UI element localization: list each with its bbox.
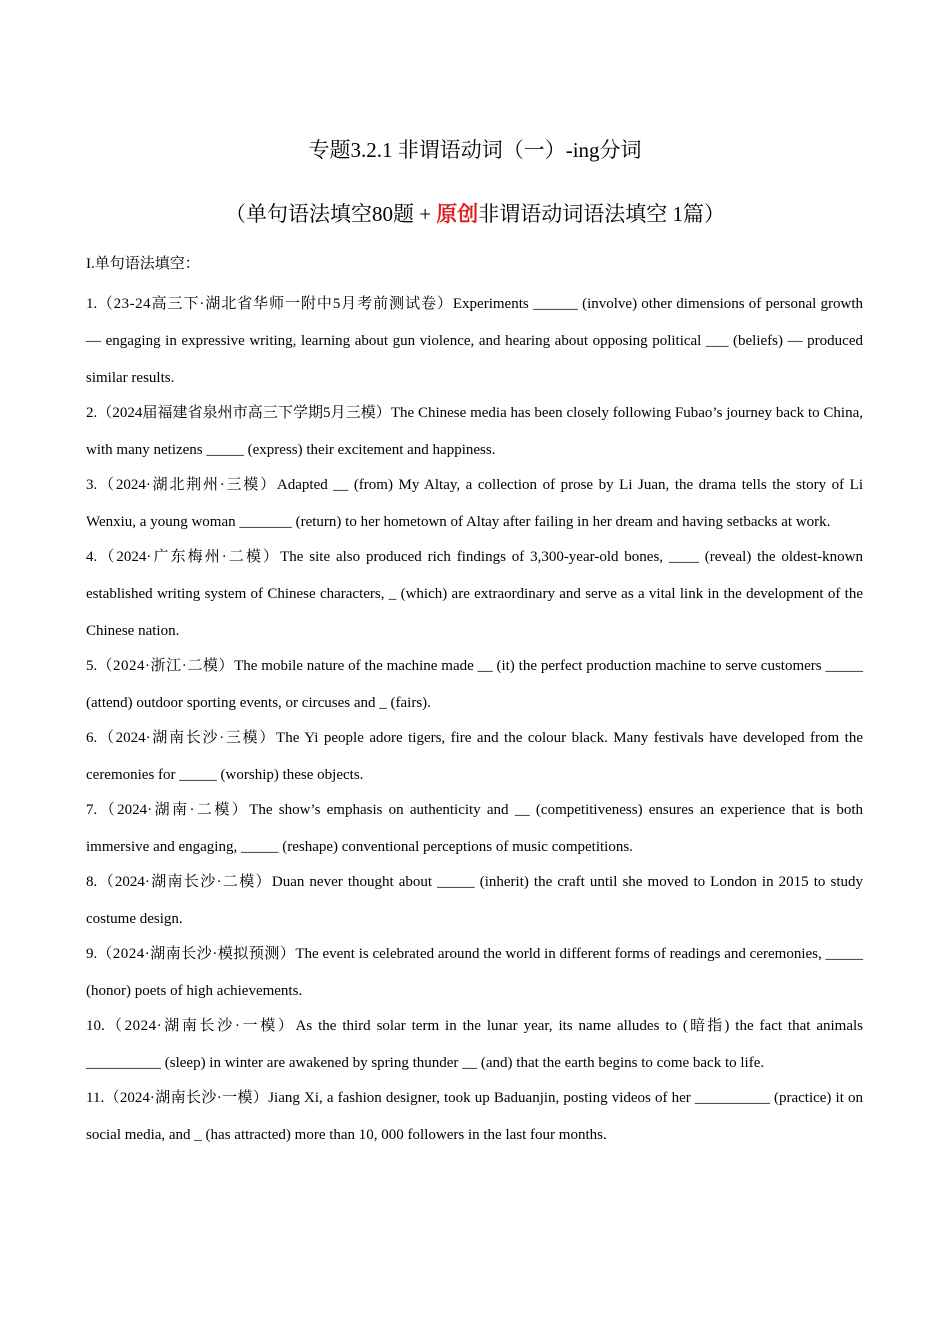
question-item <box>86 286 863 397</box>
subtitle-prefix: （单句语法填空80题 + <box>224 202 437 226</box>
question-item <box>86 720 863 794</box>
question-text: Jiang Xi, a fashion designer, took up Baduanjin, posting videos of her __________ (practice) it on social media, and _ (has attracted) more than 10, 000 followers in the last four months. <box>86 1090 863 1143</box>
question-number: 8. <box>86 874 98 890</box>
question-text: The Chinese media has been closely following Fubao’s journey back to China, with many netizens _____ (express) their excitement and happiness. <box>86 405 863 458</box>
question-item <box>86 936 863 1010</box>
question-list <box>86 286 863 1152</box>
question-text: The mobile nature of the machine made __ (it) the perfect production machine to serve customers _____ (attend) outdoor sporting events, or circuses and _ (fairs). <box>86 658 863 711</box>
question-text: The site also produced rich findings of 3,300-year-old bones, ____ (reveal) the oldest-known established writing system of Chinese characters, _ (which) are extraordinary and serve as a vital link in the development of the Chinese nation. <box>86 549 863 639</box>
question-text: Duan never thought about _____ (inherit) the craft until she moved to London in 2015 to study costume design. <box>86 874 863 927</box>
question-source: （2024·湖南长沙·一模） <box>104 1090 269 1106</box>
question-item <box>86 1008 863 1082</box>
question-source: （23-24高三下·湖北省华师一附中5月考前测试卷） <box>97 296 453 312</box>
question-source: （2024届福建省泉州市高三下学期5月三模） <box>97 405 391 421</box>
page-title: 专题3.2.1 非谓语动词（一）-ing分词 <box>308 138 642 162</box>
question-number: 10. <box>86 1018 105 1034</box>
question-number: 7. <box>86 802 98 818</box>
section-label: I.单句语法填空： <box>86 256 200 272</box>
question-source: （2024·湖南·二模） <box>97 802 250 818</box>
question-number: 2. <box>86 405 98 421</box>
question-number: 4. <box>86 549 98 565</box>
question-number: 9. <box>86 946 98 962</box>
question-item <box>86 648 863 722</box>
question-item <box>86 395 863 469</box>
question-text: Adapted __ (from) My Altay, a collection of prose by Li Juan, the drama tells the story of Li Wenxiu, a young woman _______ (return) to her hometown of Altay after failing in her dream and having setbacks at work. <box>86 477 863 530</box>
question-number: 11. <box>86 1090 105 1106</box>
question-item <box>86 864 863 938</box>
question-item <box>86 1080 863 1154</box>
question-source: （2024·湖南长沙·模拟预测） <box>97 946 296 962</box>
page-subtitle <box>0 200 950 228</box>
question-source: （2024·湖北荆州·三模） <box>97 477 277 493</box>
question-number: 6. <box>86 730 98 746</box>
question-source: （2024·广东梅州·二模） <box>97 549 281 565</box>
question-text: The event is celebrated around the world in different forms of readings and ceremonies, _____ (honor) poets of high achievements. <box>86 946 863 999</box>
question-number: 5. <box>86 658 98 674</box>
question-source: （2024·湖南长沙·二模） <box>97 874 272 890</box>
question-item <box>86 539 863 650</box>
subtitle-suffix: 非谓语动词语法填空 1篇） <box>478 202 726 226</box>
question-text: Experiments ______ (involve) other dimensions of personal growth — engaging in expressive writing, learning about gun violence, and hearing about opposing political ___ (beliefs) — produced similar results. <box>86 296 863 386</box>
question-source: （2024·湖南长沙·一模） <box>104 1018 296 1034</box>
question-source: （2024·浙江·二模） <box>97 658 235 674</box>
question-item <box>86 467 863 541</box>
question-text: As the third solar term in the lunar year, its name alludes to (暗指) the fact that animals __________ (sleep) in winter are awakened by spring thunder __ (and) that the earth begins to come back to life. <box>86 1018 863 1071</box>
question-text: The Yi people adore tigers, fire and the colour black. Many festivals have developed from the ceremonies for _____ (worship) these objects. <box>86 730 864 783</box>
question-text: The show’s emphasis on authenticity and __ (competitiveness) ensures an experience that is both immersive and engaging, _____ (reshape) conventional perceptions of music competitions. <box>86 802 863 855</box>
question-source: （2024·湖南长沙·三模） <box>97 730 277 746</box>
question-number: 3. <box>86 477 98 493</box>
question-number: 1. <box>86 296 98 312</box>
question-item <box>86 792 863 866</box>
subtitle-highlight: 原创 <box>436 202 479 226</box>
